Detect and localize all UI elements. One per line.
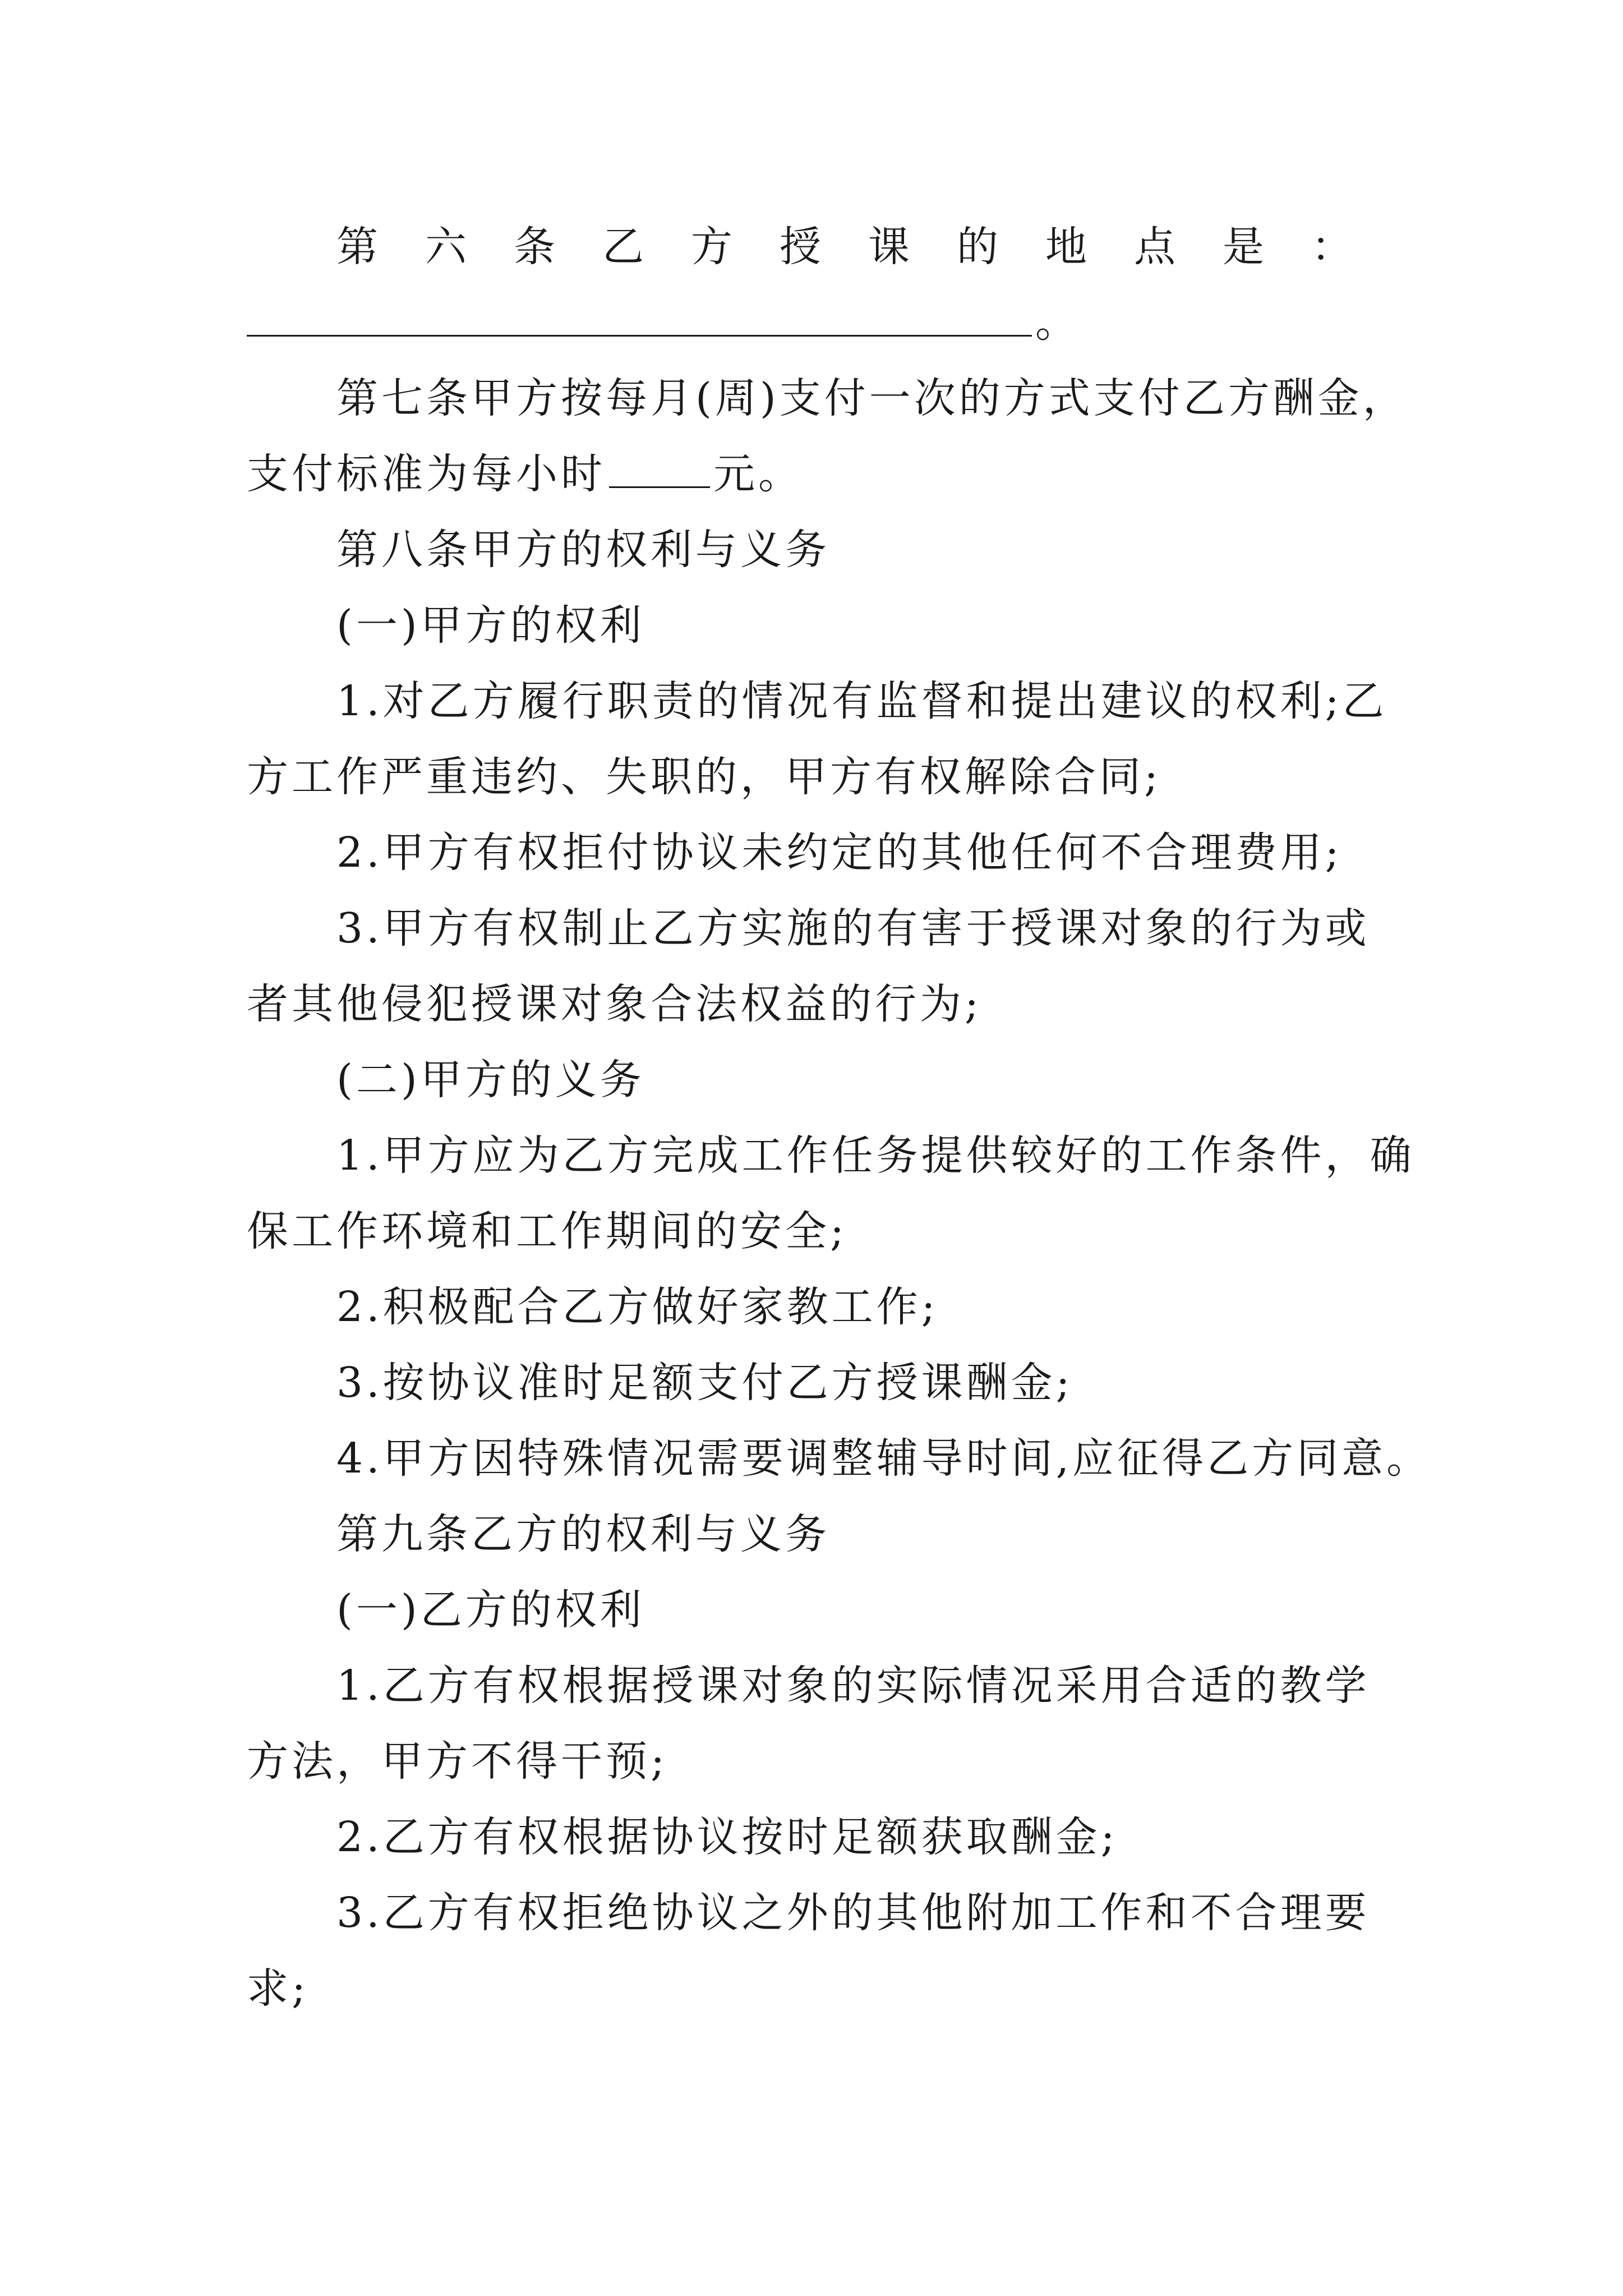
- article-8-rights-heading: (一)甲方的权利: [336, 601, 645, 650]
- hourly-rate-blank: [609, 452, 710, 488]
- location-blank: [247, 300, 1032, 337]
- article-9-right-2: 2.乙方有权根据协议按时足额获取酬金;: [336, 1813, 1118, 1861]
- article-7-line-1: 第七条甲方按每月(周)支付一次的方式支付乙方酬金，: [336, 374, 1408, 422]
- article-9-right-1-line-2: 方法，甲方不得干预;: [247, 1737, 668, 1786]
- article-8-right-3-line-1: 3.甲方有权制止乙方实施的有害于授课对象的行为或: [336, 904, 1370, 953]
- article-9-right-3-line-1: 3.乙方有权拒绝协议之外的其他附加工作和不合理要: [336, 1889, 1370, 1937]
- article-8-duty-3: 3.按协议准时足额支付乙方授课酬金;: [336, 1359, 1073, 1407]
- article-9-title: 第九条乙方的权利与义务: [336, 1510, 830, 1558]
- article-9-right-1-line-1: 1.乙方有权根据授课对象的实际情况采用合适的教学: [336, 1662, 1370, 1710]
- article-8-right-1-line-2: 方工作严重违约、失职的，甲方有权解除合同;: [247, 753, 1161, 801]
- article-8-duty-2: 2.积极配合乙方做好家教工作;: [336, 1283, 939, 1331]
- article-8-duty-1-line-2: 保工作环境和工作期间的安全;: [247, 1207, 847, 1255]
- article-8-right-1-line-1: 1.对乙方履行职责的情况有监督和提出建议的权利;乙: [336, 677, 1387, 725]
- article-7-rate-suffix: 元。: [713, 450, 803, 498]
- article-7-rate-prefix: 支付标准为每小时: [247, 450, 606, 498]
- article-8-right-3-line-2: 者其他侵犯授课对象合法权益的行为;: [247, 980, 982, 1028]
- article-6-blank-line: [247, 297, 1080, 348]
- article-9-right-3-line-2: 求;: [247, 1964, 309, 2013]
- article-8-duties-heading: (二)甲方的义务: [336, 1056, 645, 1104]
- article-8-duty-4: 4.甲方因特殊情况需要调整辅导时间,应征得乙方同意。: [336, 1434, 1432, 1483]
- article-6-end: 。: [1035, 298, 1080, 347]
- article-9-rights-heading: (一)乙方的权利: [336, 1586, 645, 1634]
- article-6-text: 第六条乙方授课的地点是：: [336, 223, 1400, 271]
- article-8-title: 第八条甲方的权利与义务: [336, 526, 830, 574]
- article-8-duty-1-line-1: 1.甲方应为乙方完成工作任务提供较好的工作条件，确: [336, 1131, 1415, 1180]
- article-7-line-2: [247, 449, 803, 499]
- article-8-right-2: 2.甲方有权拒付协议未约定的其他任何不合理费用;: [336, 829, 1343, 877]
